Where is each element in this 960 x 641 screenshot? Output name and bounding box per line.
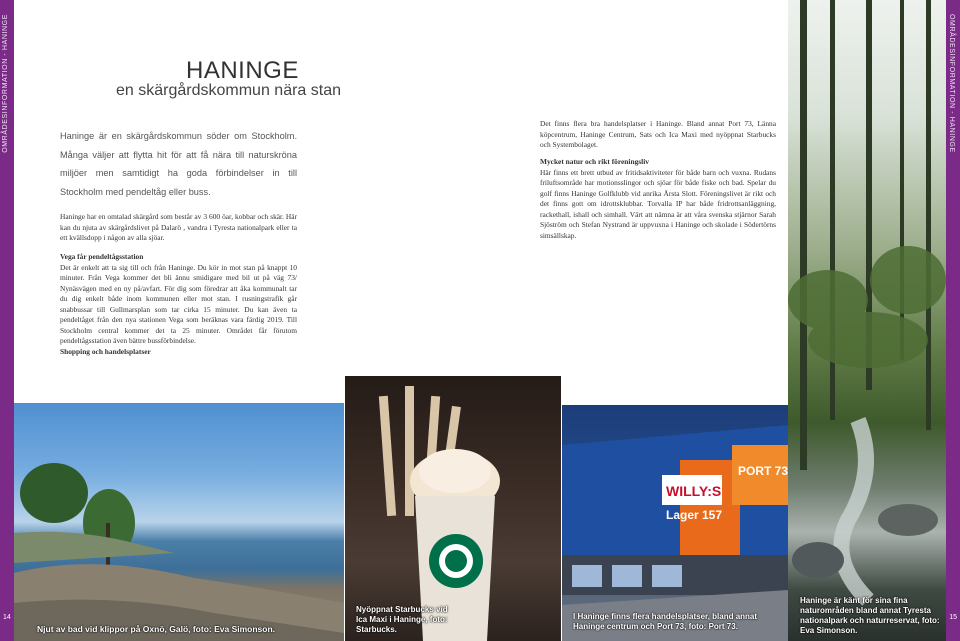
- starbucks-caption: Nyöppnat Starbucks vid Ica Maxi i Haninge, foto: Starbucks.: [356, 605, 448, 634]
- commute-heading: Vega får pendeltågsstation: [60, 252, 144, 261]
- archipelago-caption: Njut av bad vid klippor på Oxnö, Galö, foto: Eva Simonson.: [37, 624, 276, 634]
- page-subtitle: en skärgårdskommun nära stan: [116, 82, 341, 99]
- commute-body: Det är enkelt att ta sig till och från Haninge. Du kör in mot stan på knappt 10 minuter. Från Vega kommer det bli ännu smidigare med bil ut på väg 73/ Nynäsvägen med en ny på/avfart. För dig som föredrar att åka kommunalt tar du dig enkelt både inom kommunen eller mot stan. I rusningstrafik går snabbussar till Gullmarsplan som tar cirka 15 minuter. Du kan även ta pendeltåget från den nya stationen Vega som beräknas vara färdig 2019. Till Stockholm central kommer det ta 25 minuter. Området får förutom pendeltågsstation även bättre bussförbindelse.: [60, 262, 297, 345]
- left-sidebar: [0, 0, 14, 641]
- nature-heading: Mycket natur och rikt föreningsliv: [540, 157, 649, 166]
- shopping-heading: Shopping och handelsplatser: [60, 346, 151, 356]
- port-sign: PORT 73: [738, 464, 788, 478]
- archipelago-paragraph: Haninge har en omtalad skärgård som består av 3 600 öar, kobbar och skär. Här kan du njuta av skärgårdslivet på Dalarö , vandra i Tyresta nationalpark eller ta ett kvällsdopp i någon av alla sjöar.: [60, 212, 297, 242]
- mall-caption: I Haninge finns flera handelsplatser, bland annat Haninge centrum och Port 73, foto: Port 73.: [573, 612, 758, 631]
- willys-sign: WILLY:S: [666, 483, 722, 499]
- right-sidebar-label: OMRÅDESINFORMATION - HANINGE: [948, 14, 955, 153]
- archipelago-illustration: [14, 403, 344, 641]
- forest-illustration: [788, 0, 946, 641]
- left-sidebar-label: OMRÅDESINFORMATION - HANINGE: [2, 14, 9, 153]
- nature-body: Här finns ett brett utbud av fritidsaktiviteter för både barn och vuxna. Rudans friluftsområde har motionsslingor och sjöar för både fiske och bad. Spelar du golf finns Haninge Golfklubb vid anrika Årsta Slott. Föreningslivet är rikt och det finns gott om idrottsklubbar. Torvalla IP har både fridrottsanläggning, rackethall, ishall och simhall. Värt att nämna är att våra svenska stjärnor Sarah Sjöström och Stefan Nystrand är uppvuxna i Haninge och skolade i Södertörns simsällskap.: [540, 167, 776, 240]
- intro-paragraph: Haninge är en skärgårdskommun söder om Stockholm. Många väljer att flytta hit för att få nära till naturskröna miljöer men samtidigt ha goda förbindelser in till Stockholm med pendeltåg eller buss.: [60, 131, 297, 197]
- starbucks-photo: [345, 376, 561, 641]
- shopping-paragraph: Det finns flera bra handelsplatser i Haninge. Bland annat Port 73, Länna köpcentrum, Haninge Centrum, Sats och Ica Maxi med nyöppnat Starbucks och Systembolaget.: [540, 119, 776, 149]
- frappuccino-illustration: [345, 376, 561, 641]
- forest-caption: Haninge är känt för sina fina naturområden bland annat Tyresta nationalpark och naturreservat, foto: Eva Simonson.: [800, 596, 940, 635]
- mall-photo: [562, 405, 788, 641]
- commute-section: [60, 252, 297, 357]
- right-sidebar: [946, 0, 960, 641]
- forest-photo: [788, 0, 946, 641]
- lager-sign: Lager 157: [666, 508, 723, 522]
- right-page-number: 15: [949, 614, 957, 621]
- archipelago-photo: [14, 403, 344, 641]
- nature-section: [540, 157, 776, 241]
- left-page-number: 14: [3, 614, 11, 621]
- mall-illustration: [562, 405, 788, 641]
- page-title: HANINGE: [186, 57, 299, 84]
